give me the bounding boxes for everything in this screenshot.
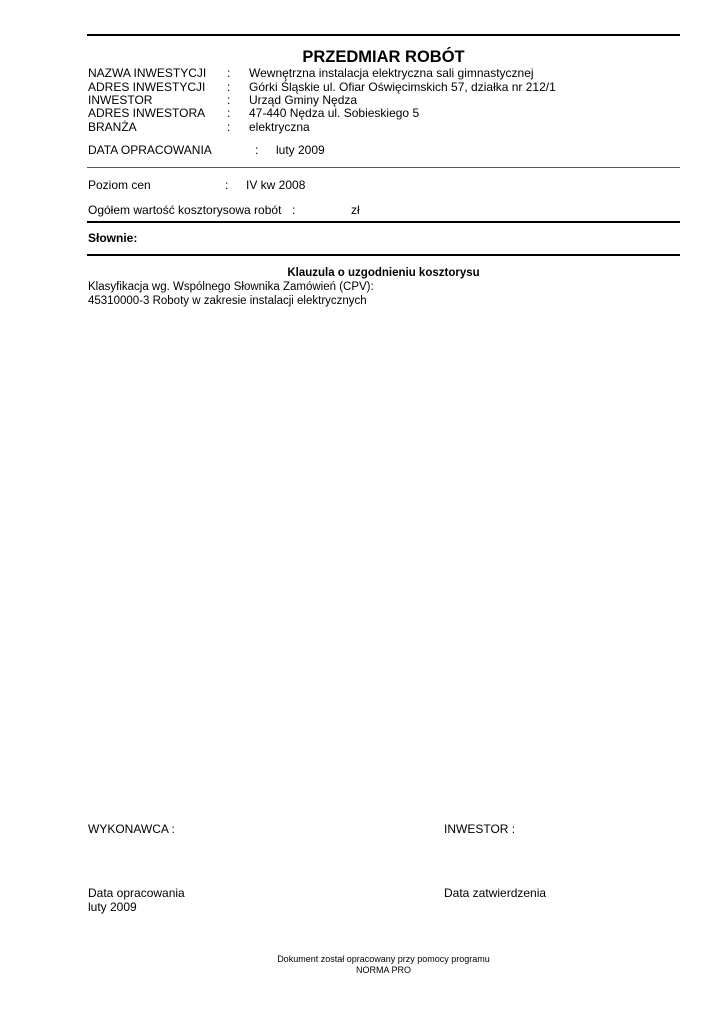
cpv-classification-code: 45310000-3 Roboty w zakresie instalacji elektrycznych <box>88 295 367 307</box>
field-value-investor-address: 47-440 Nędza ul. Sobieskiego 5 <box>249 106 420 120</box>
approval-date-label: Data zatwierdzenia <box>444 886 547 900</box>
price-level-value: IV kw 2008 <box>246 178 306 192</box>
field-separator: : <box>227 106 231 120</box>
prep-date-value: luty 2009 <box>88 900 137 914</box>
date-prepared-value: luty 2009 <box>276 143 325 157</box>
field-label-branch: BRANŻA <box>88 120 137 134</box>
top-rule <box>87 34 680 36</box>
field-value-investment-name: Wewnętrzna instalacja elektryczna sali gimnastycznej <box>249 66 534 80</box>
footer-line: Dokument został opracowany przy pomocy programu <box>277 954 490 964</box>
clause-heading: Klauzula o uzgodnieniu kosztorysu <box>287 267 480 279</box>
field-separator: : <box>227 80 231 94</box>
field-separator: : <box>227 66 231 80</box>
document-title: PRZEDMIAR ROBÓT <box>302 48 465 66</box>
price-level-separator: : <box>225 178 229 192</box>
field-label-investment-address: ADRES INWESTYCJI <box>88 80 206 94</box>
investor-label: INWESTOR : <box>444 822 516 836</box>
section-divider <box>87 167 680 168</box>
total-value-separator: : <box>292 203 296 217</box>
amount-in-words-label: Słownie: <box>88 231 138 245</box>
prep-date-label: Data opracowania <box>88 886 185 900</box>
field-value-investor: Urząd Gminy Nędza <box>249 93 358 107</box>
total-value-unit: zł <box>351 203 360 217</box>
field-label-investment-name: NAZWA INWESTYCJI <box>88 66 207 80</box>
total-value-label: Ogółem wartość kosztorysowa robót <box>88 203 282 217</box>
field-separator: : <box>227 120 231 134</box>
footer-program-name: NORMA PRO <box>355 965 411 975</box>
contractor-label: WYKONAWCA : <box>88 822 175 836</box>
field-value-branch: elektryczna <box>249 120 310 134</box>
field-label-investor: INWESTOR <box>88 93 153 107</box>
section-divider <box>87 221 680 223</box>
section-divider <box>87 254 680 256</box>
field-separator: : <box>227 93 231 107</box>
date-prepared-separator: : <box>255 143 259 157</box>
field-value-investment-address: Górki Śląskie ul. Ofiar Oświęcimskich 57, działka nr 212/1 <box>249 80 556 94</box>
price-level-label: Poziom cen <box>88 178 151 192</box>
date-prepared-label: DATA OPRACOWANIA <box>88 143 212 157</box>
field-label-investor-address: ADRES INWESTORA <box>88 106 206 120</box>
cpv-classification-label: Klasyfikacja wg. Wspólnego Słownika Zamówień (CPV): <box>88 281 374 293</box>
